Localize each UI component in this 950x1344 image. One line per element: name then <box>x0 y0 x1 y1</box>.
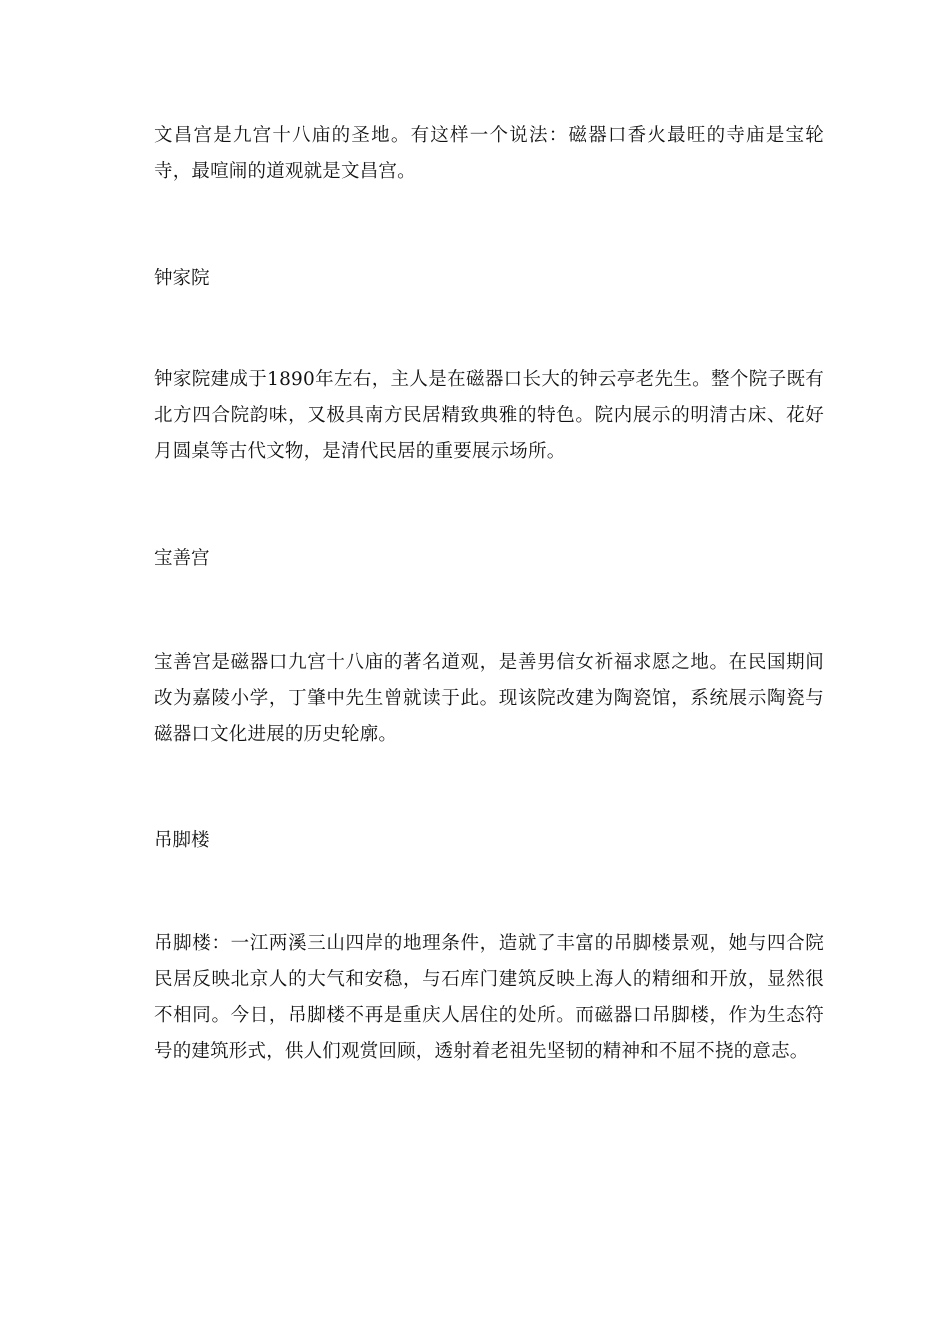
paragraph-stilt-houses: 吊脚楼：一江两溪三山四岸的地理条件，造就了丰富的吊脚楼景观，她与四合院民居反映北京人的大气和安稳，与石库门建筑反映上海人的精细和开放，显然很不相同。今日，吊脚楼不再是重庆人居住的处所。而磁器口吊脚楼，作为生态符号的建筑形式，供人们观赏回顾，透射着老祖先坚韧的精神和不屈不挠的意志。 <box>154 933 824 1062</box>
paragraph-zhong-family-courtyard: 钟家院建成于1890年左右，主人是在磁器口长大的钟云亭老先生。整个院子既有北方四合院韵味，又极具南方民居精致典雅的特色。院内展示的明清古床、花好月圆桌等古代文物，是清代民居的重要展示场所。 <box>154 369 824 462</box>
paragraph-wenchang-palace: 文昌宫是九宫十八庙的圣地。有这样一个说法：磁器口香火最旺的寺庙是宝轮寺，最喧闹的道观就是文昌宫。 <box>154 125 824 182</box>
paragraph-baoshan-palace: 宝善宫是磁器口九宫十八庙的著名道观，是善男信女祈福求愿之地。在民国期间改为嘉陵小学，丁肇中先生曾就读于此。现该院改建为陶瓷馆，系统展示陶瓷与磁器口文化进展的历史轮廓。 <box>154 652 824 745</box>
heading-zhong-family-courtyard: 钟家院 <box>154 268 210 289</box>
heading-stilt-houses: 吊脚楼 <box>154 830 210 851</box>
heading-baoshan-palace: 宝善宫 <box>154 548 210 569</box>
